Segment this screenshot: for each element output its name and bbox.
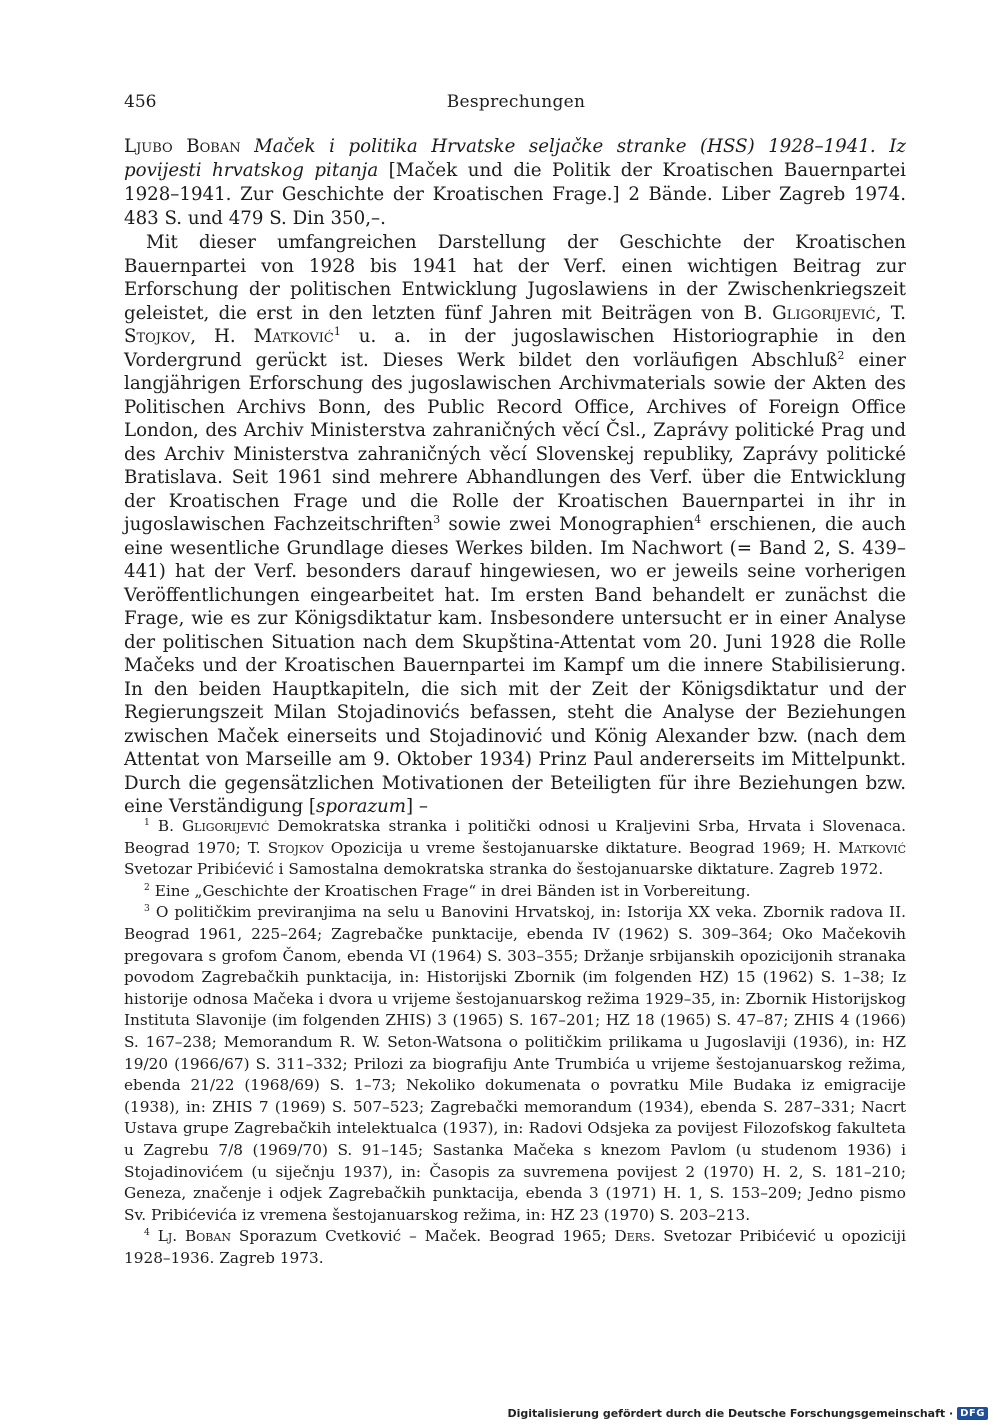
body-text-segment: , T.	[875, 302, 906, 324]
body-text-segment: , H.	[190, 326, 254, 347]
footnote-text: Sporazum Cvetković – Maček. Beograd 1965;	[230, 1227, 615, 1246]
author-name: Matković	[838, 838, 906, 857]
author-name: Gligorijević	[772, 302, 876, 324]
footnote-number: 2	[144, 881, 150, 893]
body-text-segment: u. a. in der jugoslawischen Historiographie in den Vordergrund gerückt ist. Dieses Werk bildet den vorläufigen Abschluß	[124, 326, 906, 371]
dfg-logo: DFG	[957, 1407, 988, 1420]
footnote-text: Opozicija u vreme šestojanuarske diktature. Beograd 1969; H.	[323, 838, 839, 857]
footnote-ref: 3	[433, 512, 441, 526]
funding-text: Digitalisierung gefördert durch die Deutsche Forschungsgemeinschaft ·	[507, 1406, 954, 1420]
footnote-ref: 4	[694, 512, 702, 526]
author-name: Stojkov	[267, 838, 324, 857]
footnotes-section	[124, 816, 906, 1269]
author-name: Stojkov	[124, 326, 191, 347]
footnote-text: Eine „Geschichte der Kroatischen Frage“ in drei Bänden ist in Vorbereitung.	[149, 881, 751, 900]
bibliographic-entry	[124, 135, 906, 231]
review-body	[124, 231, 906, 819]
italic-term: sporazum	[316, 796, 407, 817]
digitization-credit	[507, 1404, 988, 1422]
body-text-segment: ] –	[406, 796, 429, 817]
book-details: [Maček und die Politik der Kroatischen Bauernpartei 1928–1941. Zur Geschichte der Kroatischen Frage.] 2 Bände. Liber Zagreb 1974. 483 S. und 479 S. Din 350,–.	[124, 160, 906, 229]
footnote-text: O političkim previranjima na selu u Banovini Hrvatskoj, in: Istorija XX veka. Zbornik radova II. Beograd 1961, 225–264; Zagrebačke punktacije, ebenda IV (1962) S. 309–364; Oko Mačekovih pregovara s grofom Čanom, ebenda VI (1964) S. 303–355; Držanje srbijanskih opozicijonih stranaka povodom Zagrebačkih punktacija, in: Historijski Zbornik (im folgenden HZ) 15 (1962) S. 1–38; Iz historije odnosa Mačeka i dvora u vrijeme šestojanuarskog režima 1929–35, in: Zbornik Historijskog Instituta Slavonije (im folgenden ZHIS) 3 (1965) S. 167–201; HZ 18 (1965) S. 47–87; ZHIS 4 (1966) S. 167–238; Memorandum R. W. Seton-Watsona o političkim prilikama u Jugoslaviji (1936), in: HZ 19/20 (1966/67) S. 311–332; Prilozi za biografiju Ante Trumbića u vrijeme šestojanuarskog režima, ebenda 21/22 (1968/69) S. 1–73; Nekoliko dokumenata o povratku Mile Budaka iz emigracije (1938), in: ZHIS 7 (1969) S. 507–523; Zagrebački memorandum (1934), ebenda S. 287–331; Nacrt Ustava grupe Zagrebačkih intelektualca (1937), in: Radovi Odsjeka za povijest Filozofskog fakulteta u Zagrebu 7/8 (1969/70) S. 91–145; Sastanka Mačeka s knezom Pavlom (u studenom 1936) i Stojadinovićem (u siječnju 1937), in: Časopis za suvremena povijest 2 (1970) H. 2, S. 181–210; Geneza, značenje i odjek Zagrebačkih punktacija, ebenda 3 (1971) H. 1, S. 153–209; Jedno pismo Sv. Pribićevića iz vremena šestojanuarskog režima, in: HZ 23 (1970) S. 203–213.	[124, 903, 906, 1224]
body-paragraph	[124, 231, 906, 819]
author-name: Matković	[253, 326, 334, 347]
book-title: Maček i politika Hrvatske seljačke stranke (HSS) 1928–1941. Iz povijesti hrvatskog pitanja	[124, 136, 906, 181]
author-name: Ders.	[614, 1227, 656, 1246]
footnote-1	[124, 816, 906, 881]
footnote-ref: 2	[837, 348, 845, 362]
footnote-2	[124, 881, 906, 903]
footnote-ref: 1	[333, 324, 341, 338]
body-text-segment: Mit dieser umfangreichen Darstellung der Geschichte der Kroatischen Bauernpartei von 1928 bis 1941 hat der Verf. einen wichtigen Beitrag zur Erforschung der politischen Entwicklung Jugoslawiens in der Zwischenkriegszeit geleistet, die erst in den letzten fünf Jahren mit Beiträgen von B.	[124, 232, 906, 324]
author-name: Lj. Boban	[157, 1227, 231, 1246]
running-head: Besprechungen	[446, 92, 586, 112]
footnote-3	[124, 902, 906, 1226]
page-header	[124, 92, 908, 118]
footnote-number: 4	[144, 1227, 150, 1239]
body-text-segment: sowie zwei Monographien	[440, 514, 695, 535]
footnote-text: Svetozar Pribićević u opoziciji 1928–1936. Zagreb 1973.	[124, 1227, 906, 1267]
body-text-segment: erschienen, die auch eine wesentliche Grundlage dieses Werkes bilden. Im Nachwort (= Band 2, S. 439–441) hat der Verf. besonders darauf hingewiesen, wo er jeweils seine vorherigen Veröffentlichungen eingearbeitet hat. Im ersten Band behandelt er zunächst die Frage, wie es zur Königsdiktatur kam. Insbesondere untersucht er in einer Analyse der politischen Situation nach dem Skupština-Attentat vom 20. Juni 1928 die Rolle Mačeks und der Kroatischen Bauernpartei im Kampf um die innere Stabilisierung. In den beiden Hauptkapiteln, die sich mit der Zeit der Königsdiktatur und der Regierungszeit Milan Stojadinovićs befassen, steht die Analyse der Beziehungen zwischen Maček einerseits und Stojadinović und König Alexander bzw. (nach dem Attentat von Marseille am 9. Oktober 1934) Prinz Paul andererseits im Mittelpunkt. Durch die gegensätzlichen Motivationen der Beteiligten für ihre Beziehungen bzw. eine Verständigung [	[124, 514, 906, 817]
footnote-text: Svetozar Pribićević i Samostalna demokratska stranka do šestojanuarske diktature. Zagreb 1972.	[124, 860, 884, 879]
review-author: Ljubo Boban	[124, 136, 241, 157]
footnote-text: Demokratska stranka i politički odnosi u Kraljevini Srba, Hrvata i Slovenaca. Beograd 1970; T.	[124, 817, 906, 857]
footnote-number: 1	[144, 816, 150, 828]
body-text-segment: einer langjährigen Erforschung des jugoslawischen Archivmaterials sowie der Akten des Politischen Archivs Bonn, des Public Record Office, Archives of Foreign Office London, des Archiv Ministerstva zahraničných věcí Čsl., Zaprávy politické Prag und des Archiv Ministerstva zahraničných věcí Slovenskej republiky, Zaprávy politické Bratislava. Seit 1961 sind mehrere Abhandlungen des Verf. über die Entwicklung der Kroatischen Frage und die Rolle der Kroatischen Bauernpartei in ihr in jugoslawischen Fachzeitschriften	[124, 349, 906, 535]
footnote-4	[124, 1226, 906, 1269]
author-name: B. Gligorijević	[157, 817, 270, 835]
page-number: 456	[124, 92, 157, 112]
footnote-number: 3	[144, 903, 150, 915]
